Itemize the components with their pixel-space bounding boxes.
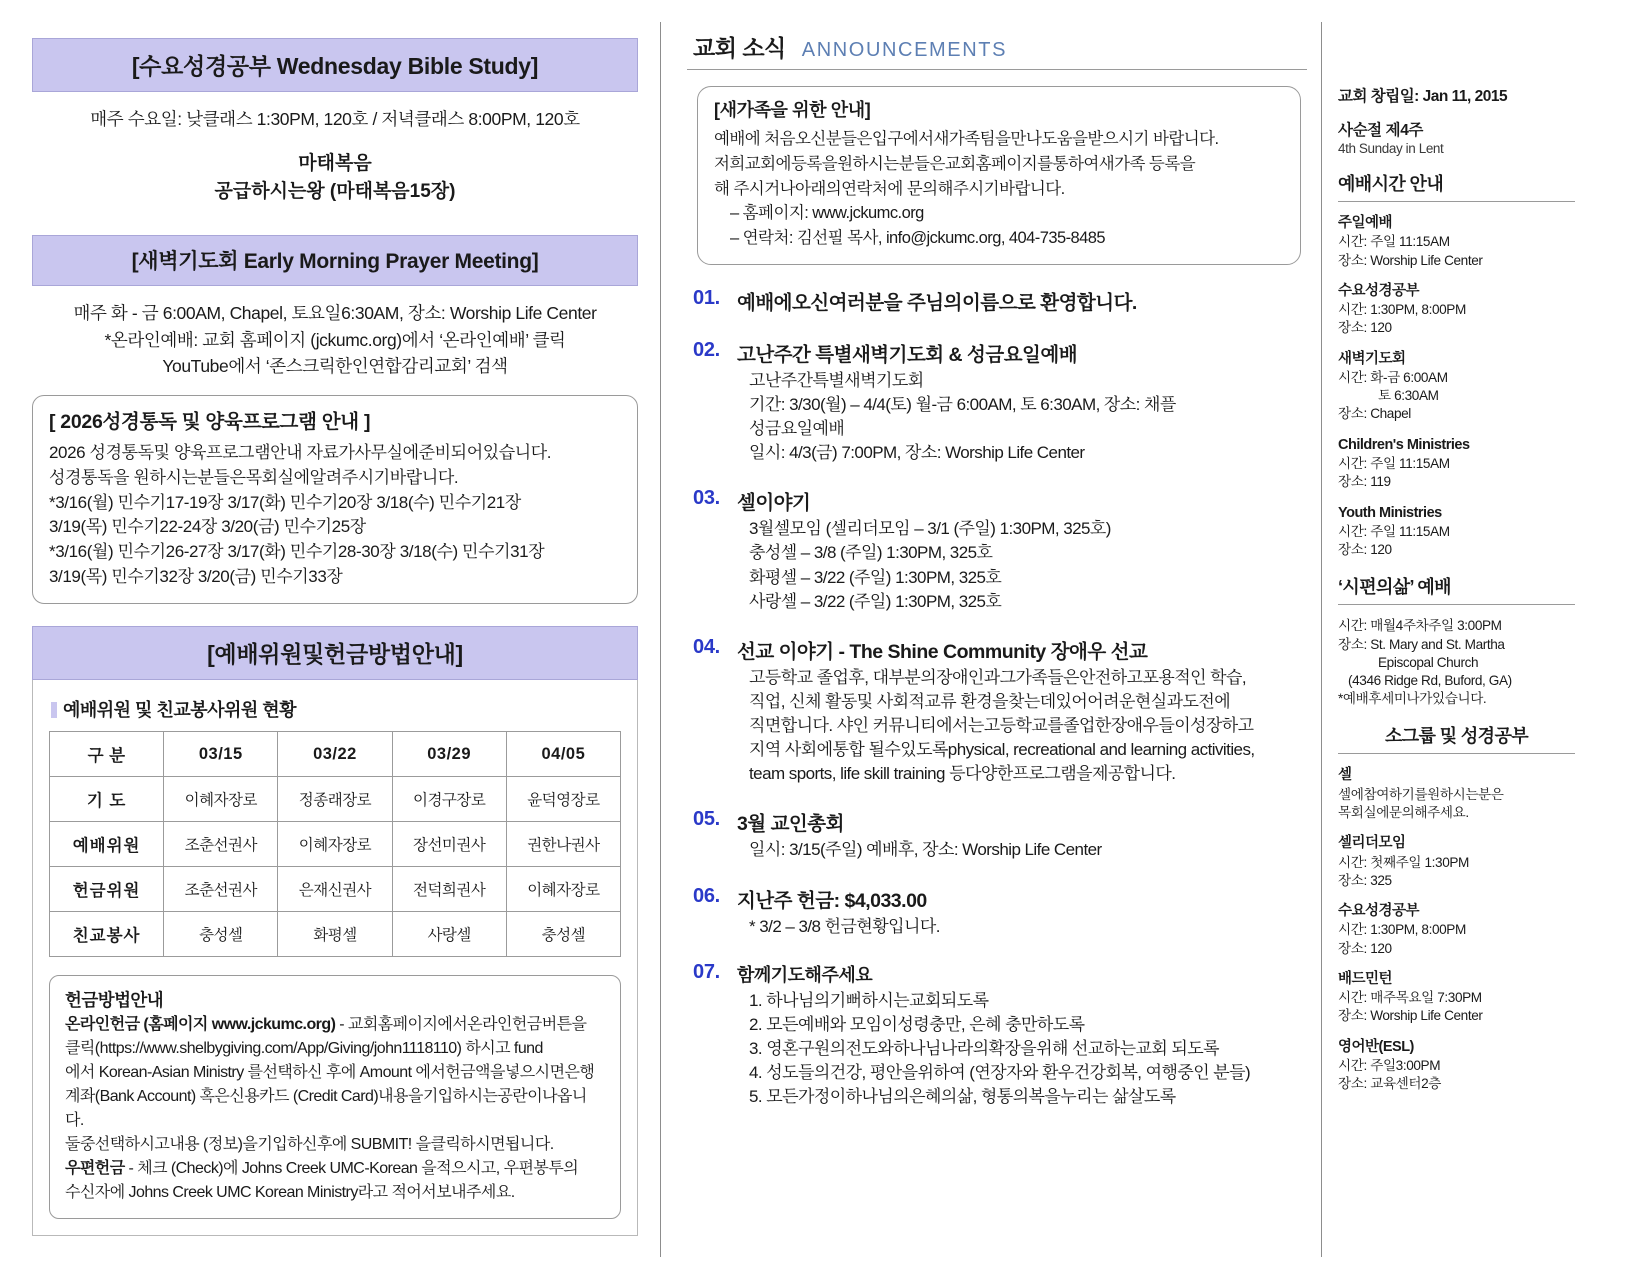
- item-number: 05.: [693, 808, 720, 831]
- table-row: [50, 912, 621, 957]
- founding-date: 교회 창립일: Jan 11, 2015: [1338, 88, 1508, 105]
- new-family-website: – 홈페이지: www.jckumc.org: [730, 204, 924, 223]
- item-heading: 예배에오신여러분을 주님의이름으로 환영합니다.: [737, 291, 1137, 314]
- block-row: *예배후세미나가있습니다.: [1338, 691, 1487, 707]
- reading-program-line: 2026 성경통독및 양육프로그램안내 자료가사무실에준비되어있습니다.: [49, 443, 552, 463]
- announcement-item: [693, 961, 1307, 1110]
- block-name: 새벽기도회: [1338, 350, 1406, 367]
- item-body: [737, 287, 1307, 317]
- item-heading: 3월 교인총회: [737, 813, 844, 836]
- block-row: 토 6:30AM: [1378, 388, 1439, 404]
- offering-line: 클릭(https://www.shelbygiving.com/App/Giving/john1118110) 하시고 fund: [65, 1040, 543, 1058]
- table-cell: 정종래장로: [278, 777, 392, 822]
- block-name: 배드민턴: [1338, 970, 1393, 987]
- bible-study-schedule: 매주 수요일: 낮클래스 1:30PM, 120호 / 저녁클래스 8:00PM, 120호: [90, 109, 580, 129]
- block-row: 장소: 교육센터2층: [1338, 1076, 1442, 1092]
- block-row: 장소: Worship Life Center: [1338, 1008, 1483, 1024]
- bible-study-book: 마태복음: [298, 153, 372, 175]
- item-heading: 선교 이야기 - The Shine Community 장애우 선교: [737, 640, 1148, 663]
- table-header-cell: 04/05: [506, 732, 620, 777]
- reading-program-box: [32, 395, 638, 604]
- item-line: team sports, life skill training 등다양한프로그램을제공합니다.: [749, 764, 1176, 784]
- block-row: 시간: 주일 11:15AM: [1338, 234, 1450, 250]
- prayer-meeting-line3: YouTube에서 ‘존스크릭한인연합감리교회’ 검색: [162, 355, 508, 376]
- small-group-block-wednesday: [1338, 902, 1575, 958]
- liturgical-season-kr: 사순절 제4주: [1338, 122, 1423, 139]
- item-line: 화평셀 – 3/22 (주일) 1:30PM, 325호: [749, 567, 1002, 587]
- item-body: [737, 636, 1307, 787]
- announcement-item: [693, 636, 1307, 787]
- committee-subtitle-text: 예배위원 및 친교봉사위원 현황: [63, 700, 297, 721]
- item-line: 직면합니다. 샤인 커뮤니티에서는고등학교를졸업한장애우들이성장하고: [749, 716, 1254, 735]
- table-header-cell: 03/22: [278, 732, 392, 777]
- prayer-line: 5. 모든가정이하나님의은혜의삶, 형통의복을누리는 삶살도록: [749, 1087, 1176, 1107]
- reading-program-line: *3/16(월) 민수기26-27장 3/17(화) 민수기28-30장 3/18(수) 민수기31장: [49, 541, 545, 561]
- table-header-cell: 03/29: [392, 732, 506, 777]
- table-cell: 전덕희권사: [392, 867, 506, 912]
- item-body: [737, 339, 1307, 466]
- item-heading: 함께기도해주세요: [737, 964, 873, 985]
- item-body: [737, 487, 1307, 614]
- left-column: [0, 0, 660, 1275]
- block-row: 장소: St. Mary and St. Martha: [1338, 636, 1505, 652]
- worship-block-youth: [1338, 504, 1575, 560]
- offering-line: 계좌(Bank Account) 혹은신용카드 (Credit Card)내용을기입하시는공란이나옵니다.: [65, 1088, 587, 1130]
- item-body: [737, 961, 1307, 1110]
- offering-online-label: 온라인헌금 (홈페이지 www.jckumc.org): [65, 1016, 336, 1034]
- prayer-meeting-title: [새벽기도회 Early Morning Prayer Meeting]: [32, 235, 638, 286]
- block-row: 시간: 매월4주차주일 3:00PM: [1338, 618, 1502, 634]
- duty-table: [49, 731, 621, 957]
- new-family-line: 저희교회에등록을원하시는분들은교회홈페이지를통하여새가족 등록을: [714, 154, 1196, 173]
- accent-bar-icon: [51, 702, 57, 718]
- prayer-line: 3. 영혼구원의전도와하나님나라의확장을위해 선교하는교회 되도록: [749, 1038, 1220, 1058]
- reading-program-line: 성경통독을 원하시는분들은목회실에알려주시기바랍니다.: [49, 468, 459, 487]
- table-cell: 이혜자장로: [164, 777, 278, 822]
- offering-mail-label: 우편헌금: [65, 1160, 125, 1178]
- item-body: [737, 885, 1307, 939]
- announcements-title-en: ANNOUNCEMENTS: [801, 39, 1008, 61]
- block-row: 장소: 325: [1338, 872, 1392, 888]
- worship-block-dawn: [1338, 350, 1575, 424]
- item-number: 07.: [693, 960, 720, 983]
- item-line: 충성셀 – 3/8 (주일) 1:30PM, 325호: [749, 543, 993, 563]
- prayer-line: 1. 하나님의기뻐하시는교회되도록: [749, 990, 989, 1010]
- prayer-meeting-line1: 매주 화 - 금 6:00AM, Chapel, 토요일6:30AM, 장소: Worship Life Center: [73, 303, 597, 324]
- offering-box: [49, 975, 621, 1219]
- announcements-title-kr: 교회 소식: [693, 35, 786, 61]
- new-family-box: [697, 86, 1301, 265]
- table-cell: 이혜자장로: [278, 822, 392, 867]
- psalm-service-block: [1338, 617, 1575, 708]
- block-row: 장소: Worship Life Center: [1338, 252, 1483, 268]
- table-cell: 화평셀: [278, 912, 392, 957]
- block-name: 수요성경공부: [1338, 903, 1420, 920]
- table-header-row: [50, 732, 621, 777]
- table-cell: 충성셀: [506, 912, 620, 957]
- announcements-header: [687, 30, 1307, 63]
- block-row: 시간: 첫째주일 1:30PM: [1338, 854, 1469, 870]
- small-group-block-cell-leaders: [1338, 834, 1575, 890]
- item-line: 성금요일예배: [749, 419, 845, 438]
- table-cell: 충성셀: [164, 912, 278, 957]
- block-row: 시간: 주일 11:15AM: [1338, 456, 1450, 472]
- block-name: Children's Ministries: [1338, 436, 1470, 453]
- reading-program-title: [ 2026성경통독 및 양육프로그램 안내 ]: [49, 411, 371, 434]
- item-number: 03.: [693, 487, 720, 510]
- block-row: Episcopal Church: [1378, 654, 1479, 670]
- item-line: 기간: 3/30(월) – 4/4(토) 월-금 6:00AM, 토 6:30AM, 장소: 채플: [749, 394, 1176, 414]
- info-sidebar: [1321, 22, 1589, 1257]
- new-family-line: 예배에 처음오신분들은입구에서새가족팀을만나도움을받으시기 바랍니다.: [714, 130, 1219, 148]
- table-row: [50, 867, 621, 912]
- table-cell: 권한나권사: [506, 822, 620, 867]
- liturgical-season-en: 4th Sunday in Lent: [1338, 141, 1444, 156]
- committee-subtitle: [51, 696, 621, 722]
- worship-block-sunday: [1338, 214, 1575, 270]
- row-label: 헌금위원: [50, 867, 164, 912]
- table-cell: 사랑셀: [392, 912, 506, 957]
- item-number: 04.: [693, 635, 720, 658]
- worship-times-header: 예배시간 안내: [1338, 170, 1575, 202]
- bible-study-topic: 공급하시는왕 (마태복음15장): [214, 180, 456, 202]
- table-header-cell: 03/15: [164, 732, 278, 777]
- block-name: 영어반(ESL): [1338, 1038, 1414, 1055]
- table-cell: 조춘선권사: [164, 867, 278, 912]
- block-row: 시간: 매주목요일 7:30PM: [1338, 990, 1482, 1006]
- table-cell: 이경구장로: [392, 777, 506, 822]
- prayer-meeting-line2: *온라인예배: 교회 홈페이지 (jckumc.org)에서 ‘온라인예배’ 클릭: [104, 329, 566, 350]
- table-row: [50, 822, 621, 867]
- item-line: 사랑셀 – 3/22 (주일) 1:30PM, 325호: [749, 591, 1002, 611]
- block-row: 목회실에문의해주세요.: [1338, 804, 1469, 820]
- offering-online-line: [65, 1013, 605, 1037]
- announcement-item: [693, 287, 1307, 317]
- committee-section: [32, 626, 638, 1236]
- row-label: 예배위원: [50, 822, 164, 867]
- item-line: 고난주간특별새벽기도회: [749, 370, 924, 390]
- block-row: 시간: 1:30PM, 8:00PM: [1338, 302, 1466, 318]
- block-name: 셀리더모임: [1338, 835, 1406, 852]
- table-header-cell: 구 분: [50, 732, 164, 777]
- announcement-item: [693, 487, 1307, 614]
- reading-program-line: 3/19(목) 민수기32장 3/20(금) 민수기33장: [49, 566, 343, 586]
- committee-title: [예배위원및헌금방법안내]: [32, 626, 638, 680]
- offering-total-heading: 지난주 헌금: $4,033.00: [737, 889, 927, 912]
- item-line: 직업, 신체 활동및 사회적교류 환경을찾는데있어어려운현실과도전에: [749, 691, 1231, 711]
- worship-block-wednesday: [1338, 282, 1575, 338]
- announcement-item: [693, 339, 1307, 466]
- offering-line: 둘중선택하시고내용 (정보)을기입하신후에 SUBMIT! 을클릭하시면됩니다.: [65, 1136, 554, 1154]
- block-name: 셀: [1338, 767, 1352, 784]
- item-line: 고등학교 졸업후, 대부분의장애인과그가족들은안전하고포용적인 학습,: [749, 667, 1247, 687]
- small-group-block-esl: [1338, 1038, 1575, 1094]
- announcement-item: [693, 808, 1307, 862]
- block-name: 수요성경공부: [1338, 282, 1420, 299]
- block-row: 장소: 120: [1338, 940, 1392, 956]
- item-line: 일시: 4/3(금) 7:00PM, 장소: Worship Life Center: [749, 443, 1085, 463]
- small-group-header: 소그룹 및 성경공부: [1338, 722, 1575, 754]
- block-row: (4346 Ridge Rd, Buford, GA): [1348, 672, 1512, 688]
- table-cell: 은재신권사: [278, 867, 392, 912]
- row-label: 기 도: [50, 777, 164, 822]
- item-body: [737, 808, 1307, 862]
- small-group-block-badminton: [1338, 970, 1575, 1026]
- small-group-block-cell: [1338, 766, 1575, 822]
- reading-program-line: 3/19(목) 민수기22-24장 3/20(금) 민수기25장: [49, 517, 366, 537]
- item-number: 02.: [693, 338, 720, 361]
- table-cell: 이혜자장로: [506, 867, 620, 912]
- prayer-line: 2. 모든예배와 모임이성령충만, 은혜 충만하도록: [749, 1014, 1085, 1034]
- worship-block-children: [1338, 436, 1575, 492]
- item-line: 일시: 3/15(주일) 예배후, 장소: Worship Life Center: [749, 840, 1102, 860]
- offering-online-text: - 교회홈페이지에서온라인헌금버튼을: [335, 1016, 587, 1034]
- block-row: 장소: 119: [1338, 474, 1391, 490]
- item-heading: 셀이야기: [737, 492, 811, 515]
- offering-line: 에서 Korean-Asian Ministry 를선택하신 후에 Amount 에서헌금액을넣으시면은행: [65, 1064, 595, 1082]
- block-row: 장소: Chapel: [1338, 406, 1411, 422]
- block-row: 장소: 120: [1338, 542, 1392, 558]
- block-name: Youth Ministries: [1338, 504, 1442, 521]
- item-heading: 고난주간 특별새벽기도회 & 성금요일예배: [737, 343, 1078, 366]
- prayer-line: 4. 성도들의건강, 평안을위하여 (연장자와 환우건강회복, 여행중인 분들): [749, 1063, 1251, 1082]
- offering-line: 수신자에 Johns Creek UMC Korean Ministry라고 적어서보내주세요.: [65, 1184, 515, 1202]
- row-label: 친교봉사: [50, 912, 164, 957]
- table-row: [50, 777, 621, 822]
- offering-mail-text: - 체크 (Check)에 Johns Creek UMC-Korean 을적으시고, 우편봉투의: [124, 1160, 579, 1178]
- item-line: * 3/2 – 3/8 헌금현황입니다.: [749, 916, 940, 936]
- committee-body: [32, 680, 638, 1236]
- block-row: 시간: 주일3:00PM: [1338, 1058, 1441, 1074]
- block-row: 시간: 1:30PM, 8:00PM: [1338, 922, 1466, 938]
- block-row: 시간: 주일 11:15AM: [1338, 523, 1450, 539]
- new-family-line: 해 주시거나아래의연락처에 문의해주시기바랍니다.: [714, 179, 1065, 198]
- table-cell: 윤덕영장로: [506, 777, 620, 822]
- announcement-item: [693, 885, 1307, 939]
- new-family-contact: – 연락처: 김선필 목사, info@jckumc.org, 404-735-8485: [730, 229, 1106, 247]
- block-name: 주일예배: [1338, 215, 1393, 231]
- table-cell: 장선미권사: [392, 822, 506, 867]
- new-family-title: [새가족을 위한 안내]: [714, 100, 871, 120]
- block-row: 장소: 120: [1338, 320, 1392, 336]
- item-line: 3월셀모임 (셀리더모임 – 3/1 (주일) 1:30PM, 325호): [749, 519, 1111, 539]
- item-line: 지역 사회에통합 될수있도록physical, recreational and learning activities,: [749, 740, 1255, 760]
- block-row: 셀에참여하기를원하시는분은: [1338, 786, 1504, 802]
- psalm-service-header: ‘시편의삶’ 예배: [1338, 573, 1575, 605]
- announcements-column: [661, 0, 1321, 1275]
- reading-program-line: *3/16(월) 민수기17-19장 3/17(화) 민수기20장 3/18(수) 민수기21장: [49, 492, 521, 512]
- item-number: 01.: [693, 286, 720, 309]
- bible-study-title: [수요성경공부 Wednesday Bible Study]: [32, 38, 638, 92]
- item-number: 06.: [693, 884, 720, 907]
- offering-title: 헌금방법안내: [65, 990, 164, 1011]
- block-row: 시간: 화-금 6:00AM: [1338, 370, 1448, 386]
- offering-mail-line: [65, 1157, 605, 1181]
- header-rule: [687, 69, 1307, 70]
- table-cell: 조춘선권사: [164, 822, 278, 867]
